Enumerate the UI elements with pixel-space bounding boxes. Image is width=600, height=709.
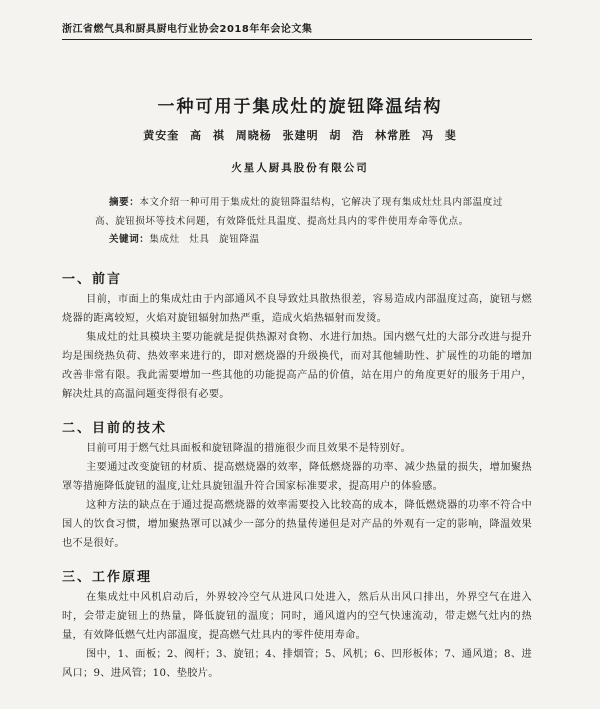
keywords-label: 关键词： bbox=[109, 234, 150, 245]
keywords-text: 集成灶 灶具 旋钮降温 bbox=[149, 234, 260, 245]
paragraph: 在集成灶中风机启动后，外界较冷空气从进风口处进入，然后从出风口排出，外界空气在进入时，会带走旋钮上的热量，降低旋钮的温度；同时，通风道内的空气快速流动，带走燃气灶内的热量，有效降低燃气灶内部温度，提高燃气灶具内的零件使用寿命。 bbox=[62, 592, 532, 641]
author-list bbox=[0, 127, 600, 143]
paragraph: 主要通过改变旋钮的材质、提高燃烧器的效率，降低燃烧器的功率、减少热量的损失，增加聚热罩等措施降低旋钮的温度,让灶具旋钮温升符合国家标准要求，提高用户的体验感。 bbox=[62, 462, 532, 492]
abstract bbox=[95, 193, 520, 231]
running-header: 浙江省燃气具和厨具厨电行业协会2018年年会论文集 bbox=[62, 20, 532, 40]
author: 黄安奎 bbox=[143, 129, 180, 142]
author: 冯 斐 bbox=[421, 129, 457, 142]
abstract-label: 摘要： bbox=[109, 197, 140, 208]
paragraph: 集成灶的灶具模块主要功能就是提供热源对食物、水进行加热。国内燃气灶的大部分改进与提升均是围绕热负荷、热效率来进行的，即对燃烧器的升级换代，而对其他辅助性、扩展性的功能的增加改善非常有限。我此需要增加一些其他的功能提高产品的价值，站在用户的角度更好的服务于用户，解决灶具的高温问题变得很有必要。 bbox=[62, 332, 532, 400]
section-heading-principle: 三、工作原理 bbox=[62, 570, 153, 585]
paragraph: 目前可用于燃气灶具面板和旋钮降温的措施很少而且效果不是特别好。 bbox=[86, 443, 412, 454]
author: 高 祺 bbox=[190, 129, 225, 142]
abstract-text: 本文介绍一种可用于集成灶的旋钮降温结构，它解决了现有集成灶灶具内部温度过高、旋钮损坏等技术问题，有效降低灶具温度、提高灶具内的零件使用寿命等优点。 bbox=[95, 197, 503, 227]
author: 张建明 bbox=[282, 129, 319, 142]
keywords bbox=[109, 231, 529, 245]
paragraph: 图中，1、面板；2、阀杆；3、旋钮；4、排烟管；5、风机；6、凹形板体；7、通风道；8、进风口；9、进风管；10、垫胶片。 bbox=[62, 649, 532, 679]
author: 林常胜 bbox=[375, 129, 412, 142]
author: 周晓杨 bbox=[235, 129, 272, 142]
paragraph: 目前，市面上的集成灶由于内部通风不良导致灶具散热很差，容易造成内部温度过高，旋钮与燃烧器的距离较短，火焰对旋钮辐射加热严重，造成火焰热辐射而发烫。 bbox=[62, 294, 532, 324]
affiliation: 火星人厨具股份有限公司 bbox=[231, 162, 369, 174]
author: 胡 浩 bbox=[329, 129, 365, 142]
paper-title: 一种可用于集成灶的旋钮降温结构 bbox=[157, 97, 443, 117]
section-heading-intro: 一、前言 bbox=[62, 272, 123, 287]
paragraph: 这种方法的缺点在于通过提高燃烧器的效率需要投入比较高的成本，降低燃烧器的功率不符合中国人的饮食习惯，增加聚热罩可以减少一部分的热量传递但是对产品的外观有一定的影响，降温效果也不是很好。 bbox=[62, 500, 532, 549]
section-heading-current-tech: 二、目前的技术 bbox=[62, 421, 168, 436]
